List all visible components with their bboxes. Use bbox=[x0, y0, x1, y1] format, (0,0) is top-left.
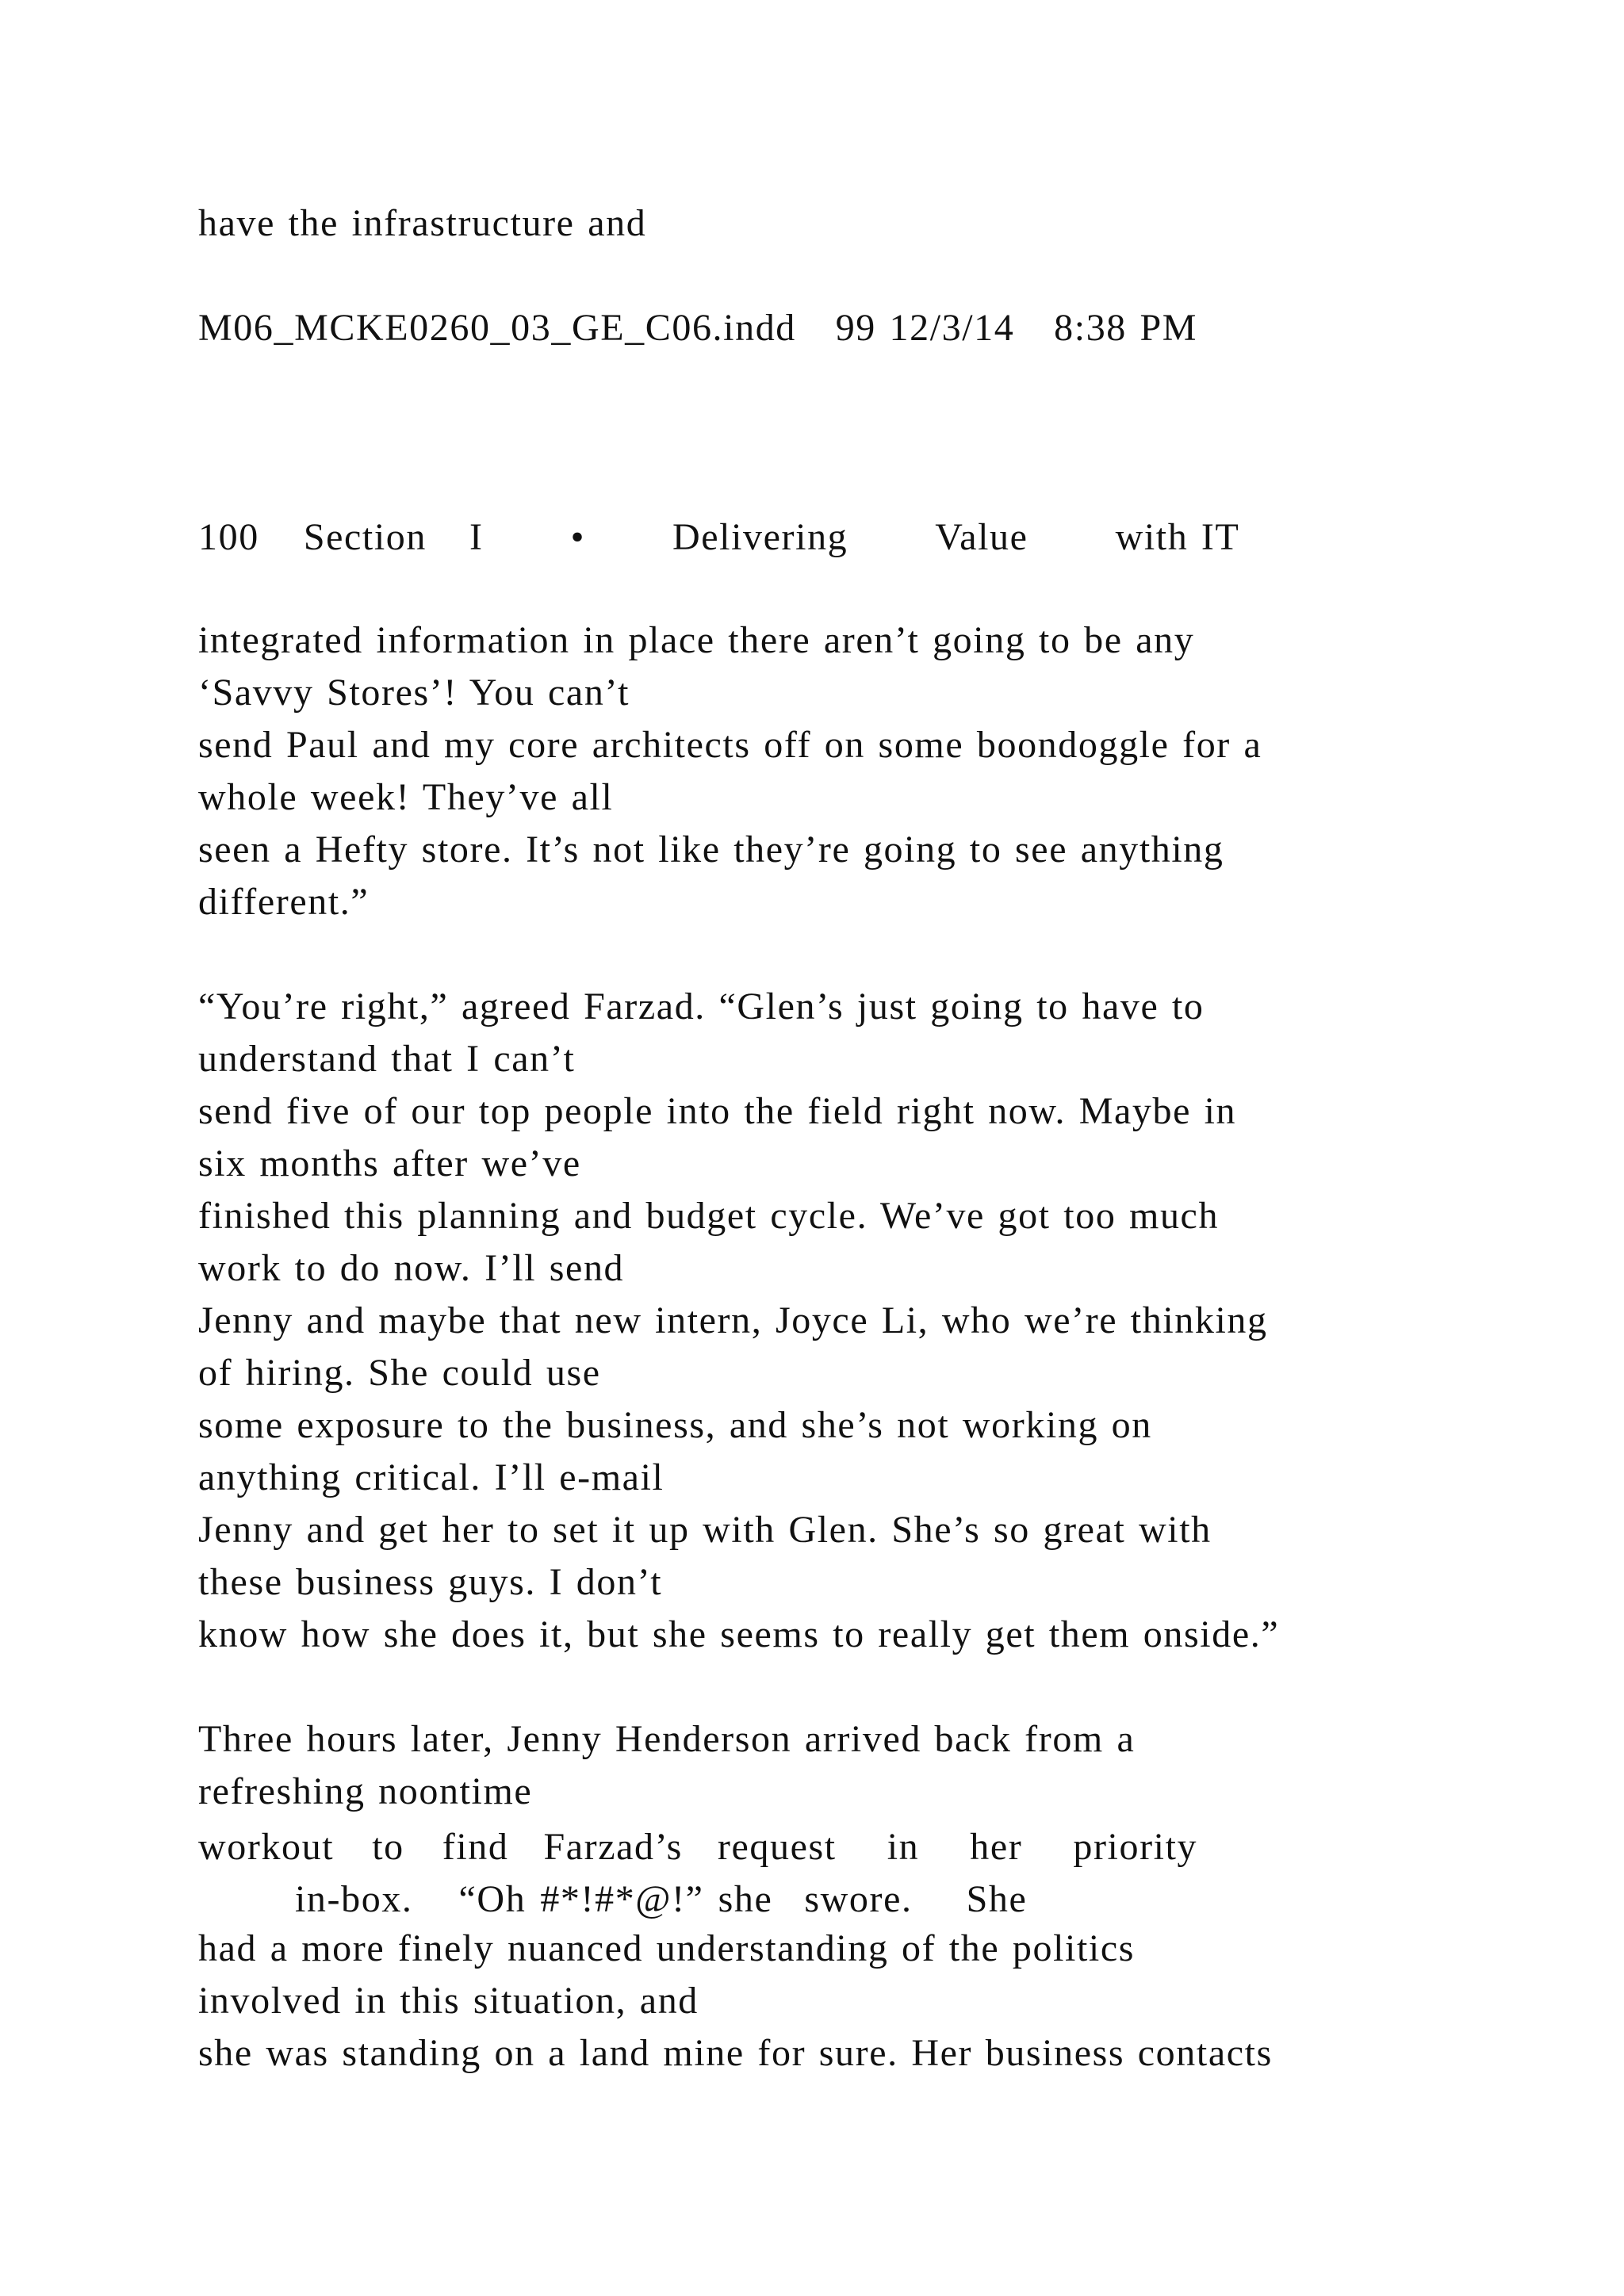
running-head-roman: I bbox=[469, 516, 484, 558]
text-line: involved in this situation, and bbox=[198, 1980, 699, 2022]
text-line: some exposure to the business, and she’s not working on bbox=[198, 1404, 1152, 1446]
text-line: six months after we’ve bbox=[198, 1142, 581, 1184]
running-head-section: Section bbox=[303, 516, 427, 558]
word: workout bbox=[198, 1826, 335, 1868]
text-line: Three hours later, Jenny Henderson arrived back from a bbox=[198, 1718, 1136, 1760]
text-line: work to do now. I’ll send bbox=[198, 1247, 625, 1289]
word: #*!#*@!” bbox=[540, 1878, 704, 1920]
word: Farzad’s bbox=[543, 1826, 683, 1868]
text-line: of hiring. She could use bbox=[198, 1352, 601, 1394]
word: in bbox=[887, 1826, 920, 1868]
running-head-word: Value bbox=[935, 516, 1028, 558]
word: She bbox=[966, 1878, 1028, 1920]
text-line: had a more finely nuanced understanding of the politics bbox=[198, 1927, 1136, 1969]
running-head-word: Delivering bbox=[672, 516, 848, 558]
text-line: know how she does it, but she seems to really get them onside.” bbox=[198, 1613, 1280, 1655]
text-line: understand that I can’t bbox=[198, 1038, 576, 1080]
justified-line bbox=[295, 1877, 1027, 1921]
file-stamp: M06_MCKE0260_03_GE_C06.indd 99 12/3/14 8:38 PM bbox=[198, 307, 1198, 349]
text-line: “You’re right,” agreed Farzad. “Glen’s just going to have to bbox=[198, 985, 1205, 1027]
text-line: refreshing noontime bbox=[198, 1770, 533, 1812]
text-line: these business guys. I don’t bbox=[198, 1561, 663, 1603]
text-line: ‘Savvy Stores’! You can’t bbox=[198, 672, 630, 714]
text-line: Jenny and maybe that new intern, Joyce Li, who we’re thinking bbox=[198, 1299, 1268, 1341]
word: priority bbox=[1073, 1826, 1198, 1868]
bullet-icon: • bbox=[570, 516, 585, 558]
running-head bbox=[198, 515, 1239, 559]
word: her bbox=[970, 1826, 1023, 1868]
text-line: have the infrastructure and bbox=[198, 202, 647, 244]
text-line: send Paul and my core architects off on some boondoggle for a bbox=[198, 724, 1262, 766]
word: request bbox=[717, 1826, 837, 1868]
word: find bbox=[442, 1826, 509, 1868]
running-head-word: with IT bbox=[1115, 516, 1240, 558]
text-line: seen a Hefty store. It’s not like they’re going to see anything bbox=[198, 828, 1224, 871]
word: swore. bbox=[804, 1878, 913, 1920]
word: she bbox=[718, 1878, 773, 1920]
text-line: Jenny and get her to set it up with Glen. She’s so great with bbox=[198, 1509, 1212, 1551]
text-line: finished this planning and budget cycle. We’ve got too much bbox=[198, 1195, 1220, 1237]
page-number: 100 bbox=[198, 516, 259, 558]
text-line: whole week! They’ve all bbox=[198, 776, 614, 818]
justified-line bbox=[198, 1825, 1197, 1869]
word: “Oh bbox=[458, 1878, 527, 1920]
text-line: different.” bbox=[198, 881, 370, 923]
text-line: she was standing on a land mine for sure. Her business contacts bbox=[198, 2032, 1273, 2074]
text-line: integrated information in place there aren’t going to be any bbox=[198, 619, 1195, 661]
text-line: send five of our top people into the field right now. Maybe in bbox=[198, 1090, 1237, 1132]
word: in-box. bbox=[295, 1878, 413, 1920]
text-line: anything critical. I’ll e-mail bbox=[198, 1456, 665, 1498]
word: to bbox=[372, 1826, 404, 1868]
